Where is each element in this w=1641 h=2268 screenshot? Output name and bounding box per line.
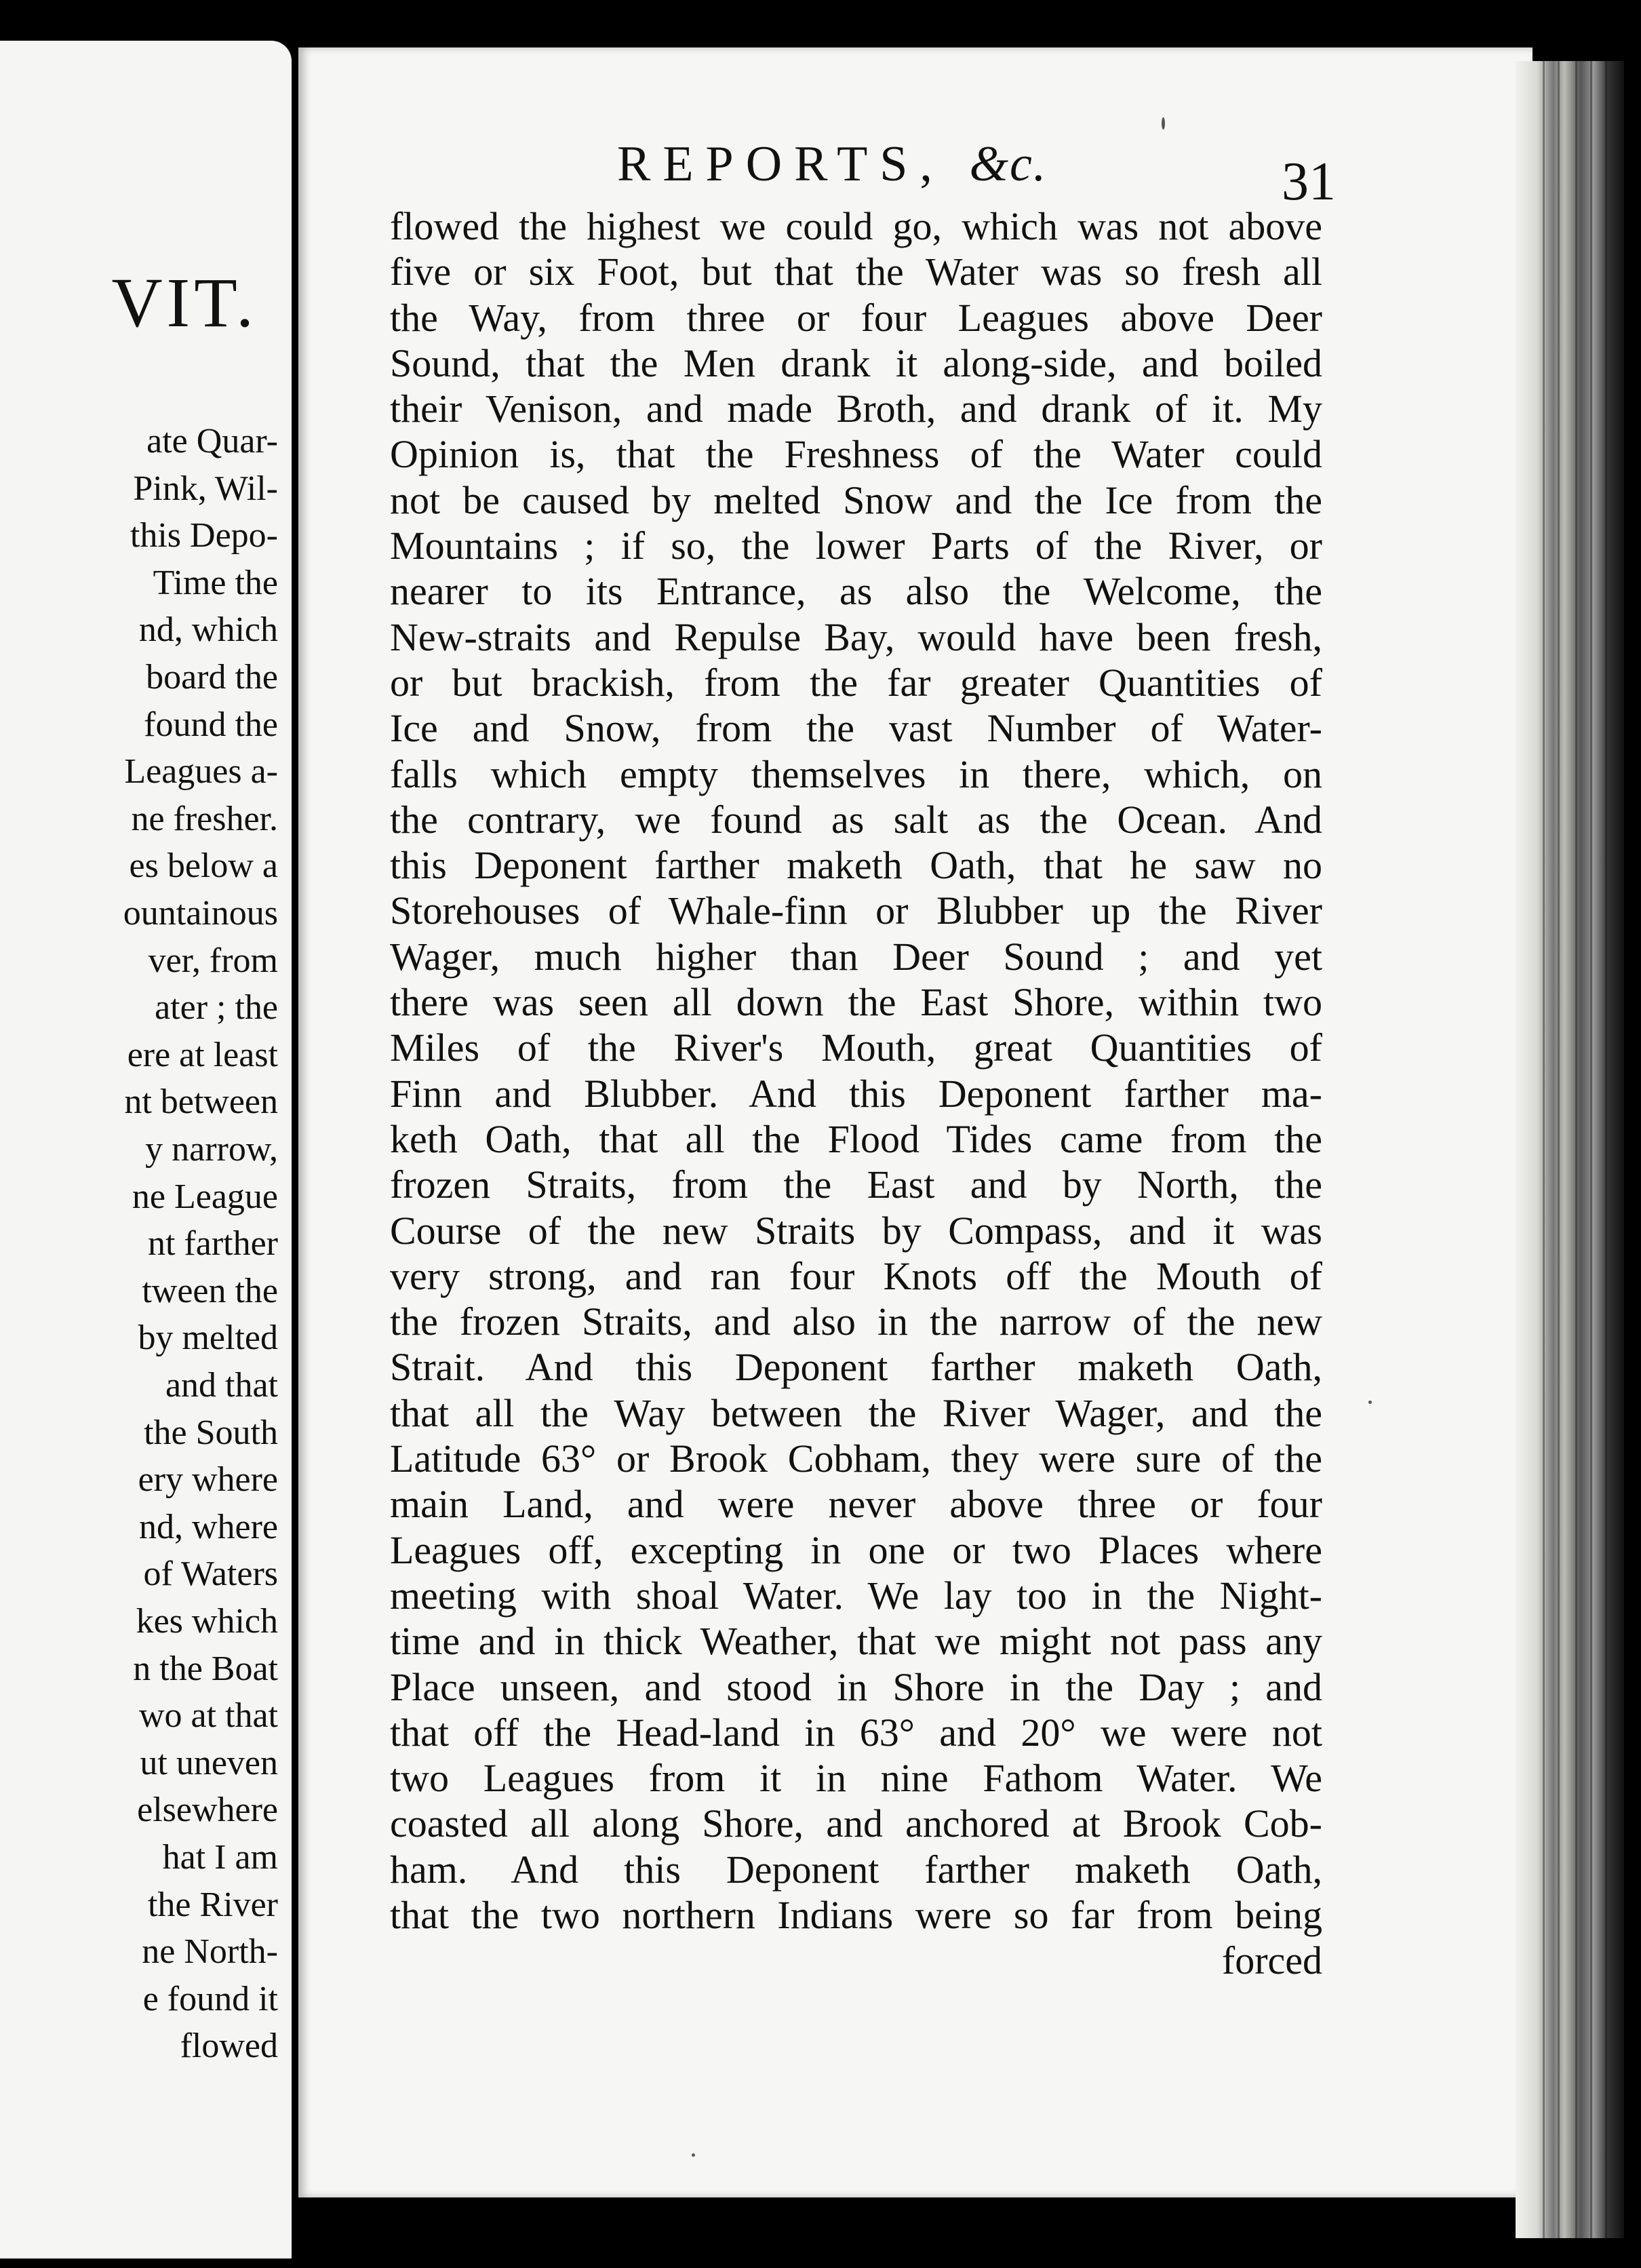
text-line: time and in thick Weather, that we might not pass any [390, 1619, 1322, 1664]
left-page-line: nd, which [138, 610, 278, 650]
left-page-line: the River [147, 1885, 278, 1924]
left-page-line: ne fresher. [131, 799, 278, 838]
left-page-line: of Waters [143, 1555, 278, 1594]
left-page-line: by melted [138, 1318, 278, 1358]
left-page-line: nd, where [138, 1507, 278, 1546]
text-line: Opinion is, that the Freshness of the Water could [390, 432, 1322, 477]
text-line: Latitude 63° or Brook Cobham, they were sure of the [390, 1436, 1322, 1481]
running-head [617, 136, 1048, 192]
text-line: meeting with shoal Water. We lay too in the Night- [390, 1573, 1322, 1618]
text-line: New-straits and Repulse Bay, would have been fresh, [390, 614, 1322, 659]
left-page-line: ere at least [127, 1035, 278, 1074]
text-line: Wager, much higher than Deer Sound ; and yet [390, 934, 1322, 979]
text-line: flowed the highest we could go, which was not above [390, 204, 1322, 248]
left-page-line: ate Quar- [146, 422, 278, 461]
text-line: very strong, and ran four Knots off the Mouth of [390, 1253, 1322, 1298]
left-page-line: n the Boat [133, 1649, 278, 1688]
left-page-line: Pink, Wil- [133, 469, 278, 508]
left-page-line: the South [144, 1413, 278, 1452]
left-page-line: found the [144, 705, 278, 744]
text-line: Mountains ; if so, the lower Parts of the River, or [390, 524, 1322, 568]
text-line: two Leagues from it in nine Fathom Water. We [390, 1756, 1322, 1801]
left-page-line: ater ; the [155, 988, 278, 1028]
text-line: keth Oath, that all the Flood Tides came from the [390, 1116, 1322, 1161]
text-line: Ice and Snow, from the vast Number of Water- [390, 706, 1322, 751]
text-line: ham. And this Deponent farther maketh Oath, [390, 1847, 1322, 1892]
left-page-line: ut uneven [140, 1743, 278, 1782]
left-page-line: board the [146, 658, 278, 697]
text-line: Strait. And this Deponent farther maketh Oath, [390, 1345, 1322, 1390]
text-line: nearer to its Entrance, as also the Welcome, the [390, 569, 1322, 614]
text-line: that off the Head-land in 63° and 20° we were not [390, 1710, 1322, 1755]
text-line: the frozen Straits, and also in the narrow of the new [390, 1299, 1322, 1344]
left-page-line: ountainous [123, 894, 278, 933]
paper-speck [1162, 117, 1165, 130]
text-line: frozen Straits, from the East and by North, the [390, 1162, 1322, 1207]
left-page-line: es below a [129, 846, 278, 886]
text-line: or but brackish, from the far greater Quantities of [390, 660, 1322, 705]
left-page-line: nt farther [147, 1224, 278, 1264]
text-line: not be caused by melted Snow and the Ice from the [390, 477, 1322, 522]
page-number: 31 [1282, 152, 1336, 212]
text-line: Storehouses of Whale-finn or Blubber up the River [390, 888, 1322, 933]
left-page-line: wo at that [138, 1696, 278, 1736]
page-block-edge [1516, 61, 1624, 2238]
text-line: Course of the new Straits by Compass, and it was [390, 1208, 1322, 1253]
left-page-line: Time the [153, 563, 278, 602]
left-page-line: ver, from [148, 941, 278, 980]
body-text [390, 203, 1322, 1984]
text-line: there was seen all down the East Shore, within two [390, 980, 1322, 1025]
text-line: Leagues off, excepting in one or two Places where [390, 1527, 1322, 1572]
text-line: that all the Way between the River Wager, and the [390, 1390, 1322, 1435]
text-line: that the two northern Indians were so far from being [390, 1892, 1322, 1937]
left-page-heading-fragment: VIT. [111, 264, 258, 342]
text-line: the contrary, we found as salt as the Ocean. And [390, 797, 1322, 842]
left-page-line: y narrow, [145, 1130, 278, 1169]
left-page-line: kes which [136, 1602, 278, 1641]
running-head-amp: &c. [969, 136, 1048, 192]
left-page [0, 41, 292, 2259]
left-page-line: ery where [138, 1460, 278, 1500]
paper-speck [692, 2153, 695, 2157]
left-page-line: ne North- [142, 1932, 278, 1972]
text-line: Sound, that the Men drank it along-side, and boiled [390, 340, 1322, 385]
left-page-line: e found it [142, 1979, 278, 2018]
left-page-line: tween the [142, 1271, 278, 1310]
left-page-line: nt between [124, 1082, 278, 1122]
left-page-line: flowed [180, 2027, 278, 2066]
left-page-line: hat I am [162, 1838, 278, 1877]
paper-speck [1368, 1401, 1372, 1404]
text-line: main Land, and were never above three or four [390, 1482, 1322, 1527]
text-line: their Venison, and made Broth, and drank of it. My [390, 387, 1322, 431]
left-page-line: this Depo- [130, 516, 278, 555]
text-line: coasted all along Shore, and anchored at Brook Cob- [390, 1801, 1322, 1846]
left-page-line: ne League [132, 1177, 278, 1216]
text-line: five or six Foot, but that the Water was so fresh all [390, 250, 1322, 294]
text-line: falls which empty themselves in there, which, on [390, 751, 1322, 796]
catchword: forced [1221, 1938, 1322, 1983]
text-line: this Deponent farther maketh Oath, that he saw no [390, 843, 1322, 888]
left-page-line: Leagues a- [124, 752, 278, 791]
left-page-line: elsewhere [137, 1791, 278, 1830]
text-line: Miles of the River's Mouth, great Quantities of [390, 1025, 1322, 1070]
text-line: the Way, from three or four Leagues above Deer [390, 295, 1322, 340]
left-page-line: and that [165, 1366, 278, 1405]
running-head-title: REPORTS, [617, 136, 945, 192]
text-line: Place unseen, and stood in Shore in the Day ; and [390, 1664, 1322, 1709]
text-line: Finn and Blubber. And this Deponent farther ma- [390, 1071, 1322, 1116]
